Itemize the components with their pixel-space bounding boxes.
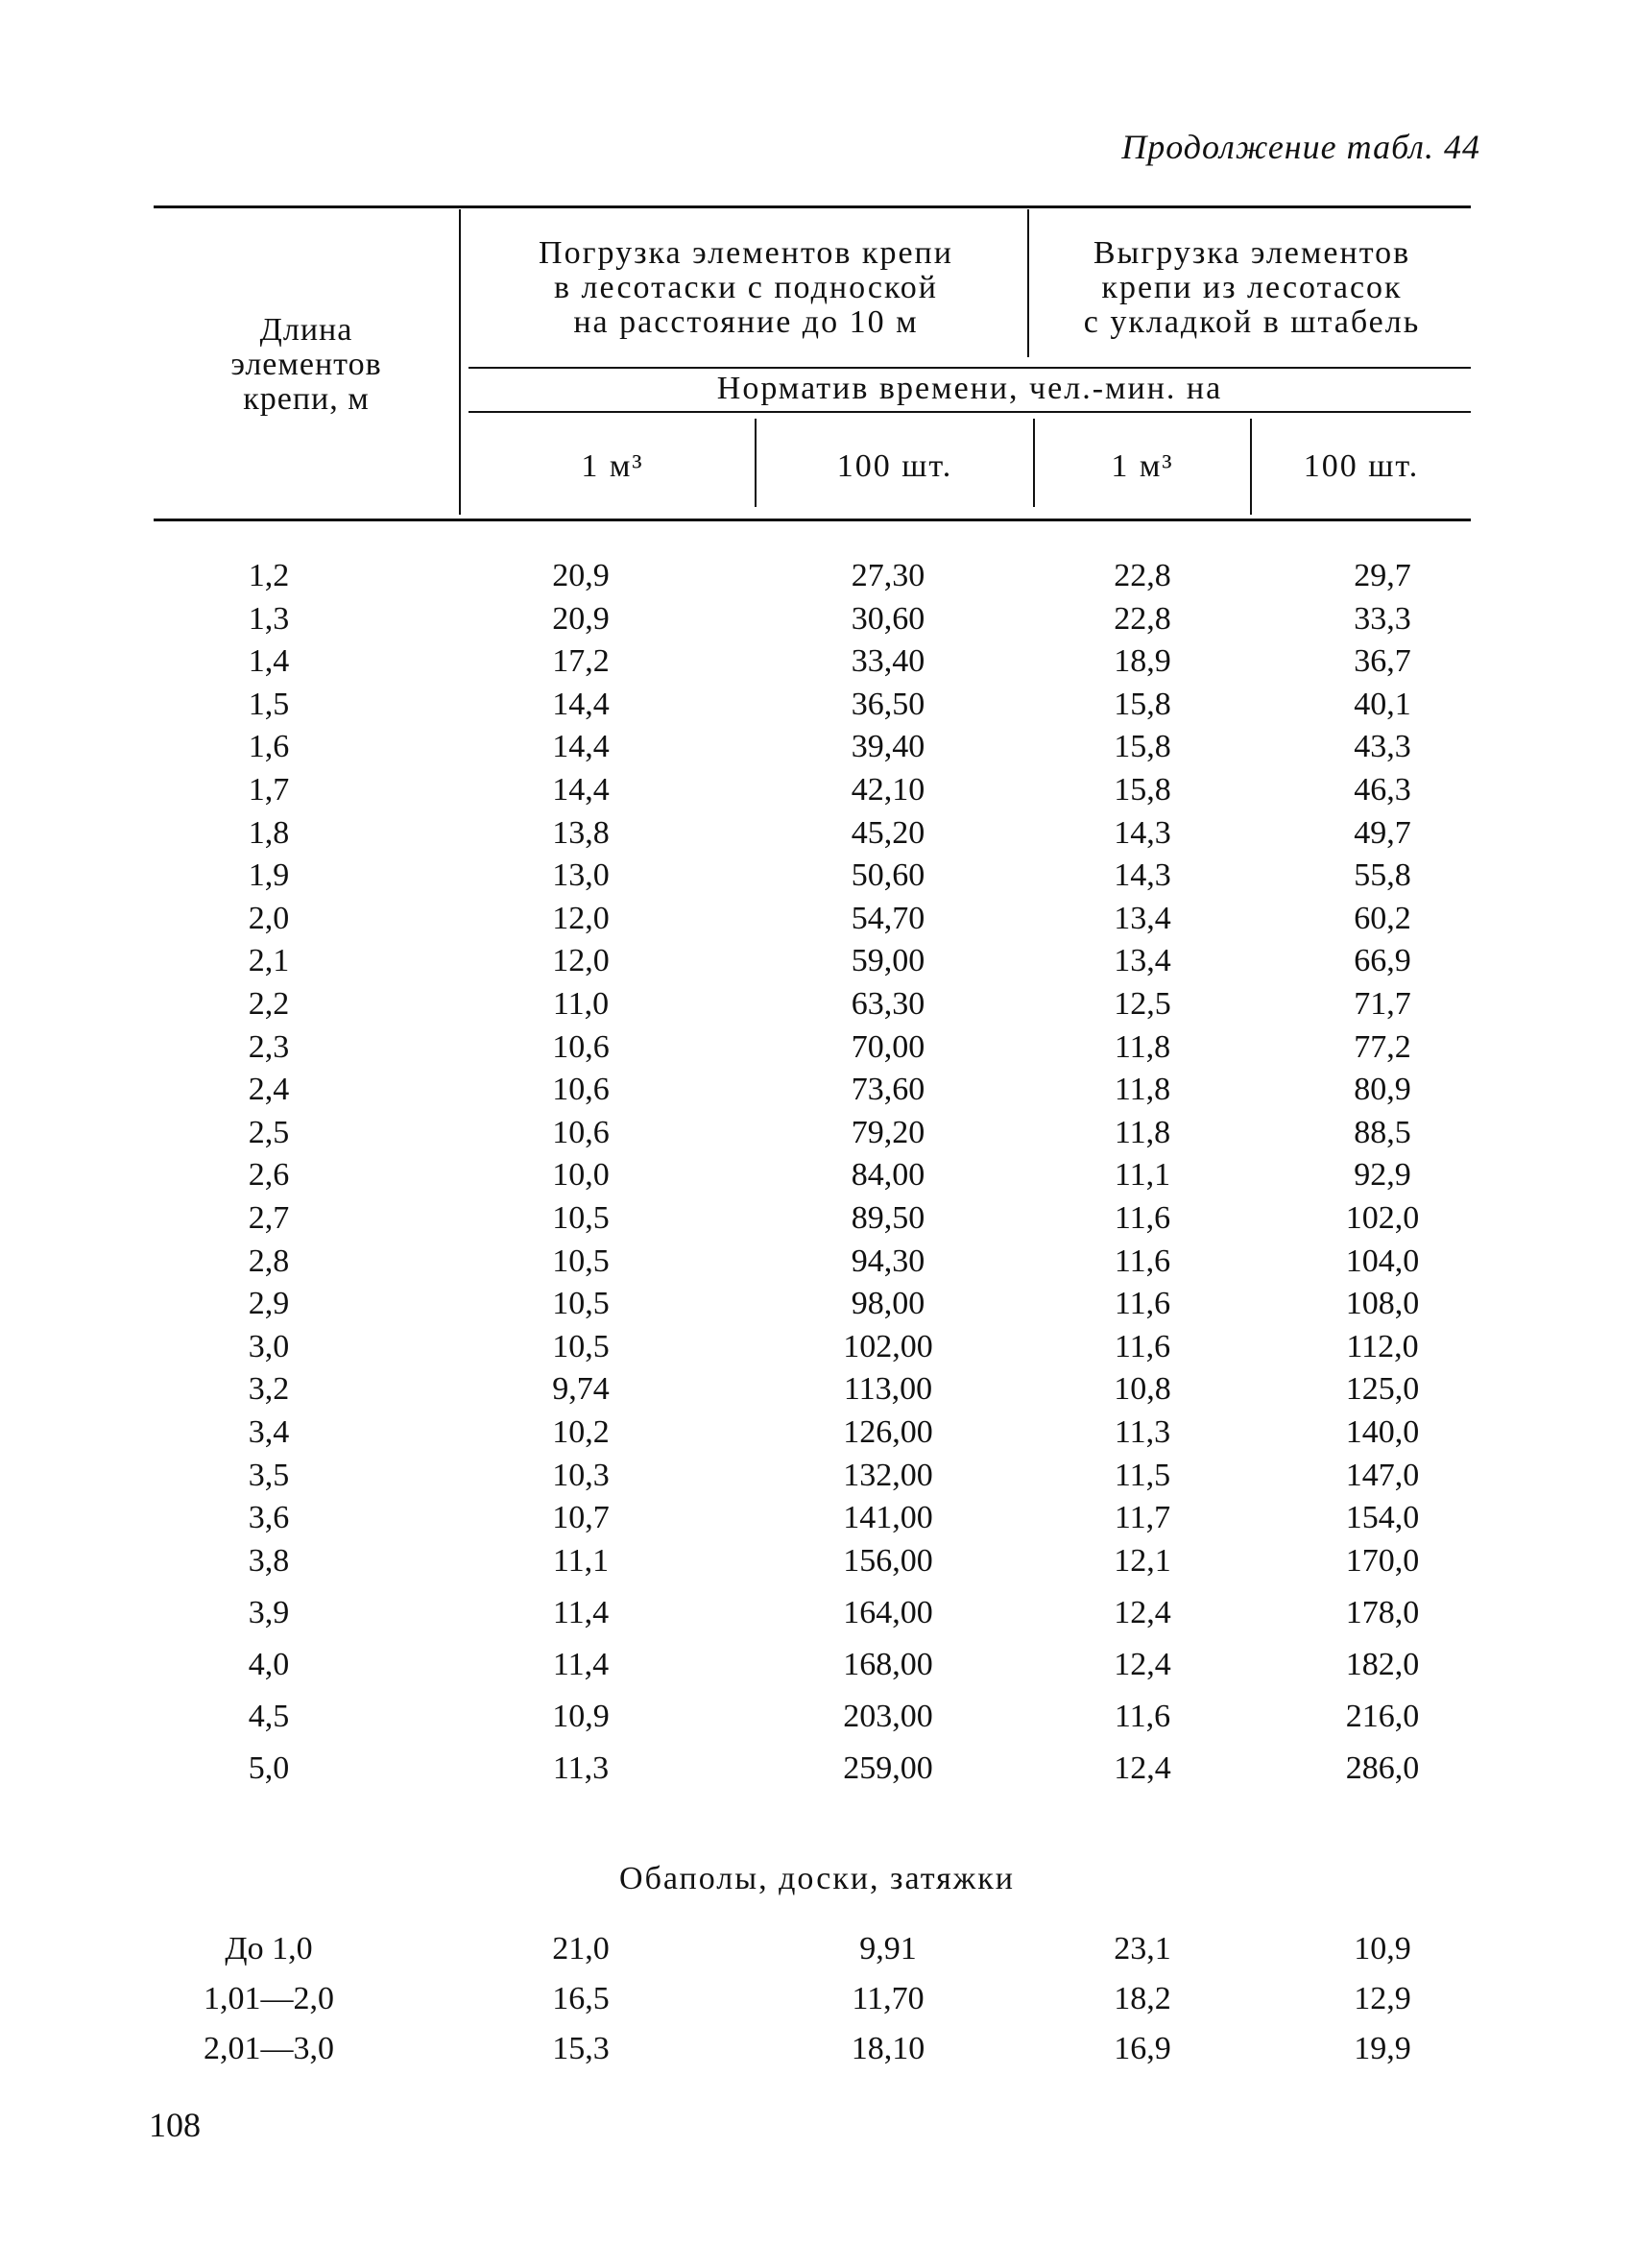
table-row: [0, 940, 1634, 982]
table-cell: 140,0: [1345, 1414, 1420, 1450]
table-cell: 156,00: [843, 1542, 933, 1579]
norm-bottom-rule: [469, 411, 1471, 413]
section-cell: 19,9: [1354, 2031, 1411, 2066]
table-cell: 66,9: [1354, 943, 1411, 979]
table-row: [0, 1540, 1634, 1582]
table-cell: 11,3: [1114, 1414, 1171, 1450]
table-cell: 3,2: [248, 1371, 290, 1408]
table-row: [0, 555, 1634, 597]
header-unit-pcs-unload: 100 шт.: [1303, 448, 1420, 484]
table-cell: 3,5: [248, 1457, 290, 1493]
table-cell: 3,8: [248, 1542, 290, 1579]
table-cell: 132,00: [843, 1457, 933, 1493]
table-cell: 170,0: [1345, 1542, 1420, 1579]
table-cell: 286,0: [1345, 1749, 1420, 1786]
section-cell: 2,01—3,0: [204, 2031, 334, 2066]
header-top-rule: [154, 205, 1471, 208]
header-loading-line-3: на расстояние до 10 м: [573, 304, 919, 340]
table-cell: 126,00: [843, 1414, 933, 1450]
table-cell: 11,6: [1114, 1698, 1171, 1734]
table-row: [0, 1069, 1634, 1111]
norm-top-rule: [469, 367, 1471, 369]
table-row: [0, 1696, 1634, 1738]
table-cell: 10,2: [552, 1414, 610, 1450]
table-cell: 1,5: [248, 686, 290, 722]
table-row: [0, 1368, 1634, 1411]
table-cell: 104,0: [1345, 1243, 1420, 1279]
table-cell: 13,4: [1114, 900, 1171, 936]
section-cell: 23,1: [1114, 1931, 1171, 1966]
table-cell: 13,4: [1114, 943, 1171, 979]
table-cell: 5,0: [248, 1749, 290, 1786]
table-cell: 10,3: [552, 1457, 610, 1493]
table-row: [0, 684, 1634, 726]
table-cell: 1,2: [248, 558, 290, 593]
table-cell: 11,8: [1114, 1072, 1171, 1108]
section-cell: 15,3: [552, 2031, 610, 2066]
table-cell: 54,70: [851, 900, 925, 936]
table-cell: 1,7: [248, 772, 290, 808]
section-cell: До 1,0: [225, 1931, 313, 1966]
table-cell: 11,1: [1114, 1157, 1171, 1194]
table-cell: 10,8: [1114, 1371, 1171, 1408]
table-cell: 55,8: [1354, 857, 1411, 894]
table-cell: 12,4: [1114, 1646, 1171, 1682]
table-cell: 10,6: [552, 1072, 610, 1108]
table-row: [0, 1326, 1634, 1368]
table-cell: 203,00: [843, 1698, 933, 1734]
table-cell: 20,9: [552, 600, 610, 637]
table-cell: 4,5: [248, 1698, 290, 1734]
table-cell: 11,8: [1114, 1114, 1171, 1150]
table-cell: 43,3: [1354, 729, 1411, 765]
table-cell: 182,0: [1345, 1646, 1420, 1682]
header-length-line-2: элементов: [230, 347, 382, 382]
table-cell: 112,0: [1346, 1328, 1419, 1364]
table-row: [0, 1592, 1634, 1634]
table-cell: 11,6: [1114, 1200, 1171, 1236]
table-cell: 11,6: [1114, 1328, 1171, 1364]
table-cell: 141,00: [843, 1500, 933, 1536]
section-cell: 21,0: [552, 1931, 610, 1966]
table-cell: 2,8: [248, 1243, 290, 1279]
table-cell: 10,6: [552, 1114, 610, 1150]
table-cell: 15,8: [1114, 772, 1171, 808]
table-cell: 2,7: [248, 1200, 290, 1236]
table-cell: 2,5: [248, 1114, 290, 1150]
table-cell: 33,3: [1354, 600, 1411, 637]
table-cell: 12,4: [1114, 1594, 1171, 1630]
table-cell: 12,0: [552, 943, 610, 979]
table-row: [0, 1283, 1634, 1325]
table-cell: 84,00: [851, 1157, 925, 1194]
table-cell: 30,60: [851, 600, 925, 637]
header-loading-group: [465, 236, 1027, 340]
table-cell: 14,4: [552, 729, 610, 765]
header-bottom-rule: [154, 519, 1471, 521]
table-cell: 259,00: [843, 1749, 933, 1786]
table-cell: 45,20: [851, 814, 925, 851]
header-length-line-3: крепи, м: [243, 381, 370, 417]
table-cell: 11,6: [1114, 1286, 1171, 1322]
table-cell: 11,0: [552, 986, 610, 1022]
table-cell: 108,0: [1345, 1286, 1420, 1322]
table-row: [0, 1455, 1634, 1497]
header-unit-m3-unload: 1 м³: [1111, 448, 1174, 484]
table-cell: 2,0: [248, 900, 290, 936]
table-cell: 50,60: [851, 857, 925, 894]
table-cell: 94,30: [851, 1243, 925, 1279]
table-cell: 12,0: [552, 900, 610, 936]
table-cell: 33,40: [851, 643, 925, 680]
table-cell: 13,0: [552, 857, 610, 894]
table-cell: 36,7: [1354, 643, 1411, 680]
section-cell: 12,9: [1354, 1981, 1411, 2016]
table-cell: 10,7: [552, 1500, 610, 1536]
header-unloading-line-2: крепи из лесотасок: [1101, 270, 1403, 305]
header-divider-length: [459, 209, 461, 515]
table-cell: 216,0: [1345, 1698, 1420, 1734]
table-cell: 11,4: [552, 1594, 610, 1630]
table-cell: 3,9: [248, 1594, 290, 1630]
table-cell: 10,9: [552, 1698, 610, 1734]
header-loading-line-2: в лесотаски с подноской: [554, 270, 938, 305]
section-title: Обаполы, доски, затяжки: [619, 1861, 1015, 1896]
table-row: [0, 983, 1634, 1025]
table-cell: 98,00: [851, 1286, 925, 1322]
table-cell: 29,7: [1354, 558, 1411, 593]
table-cell: 77,2: [1354, 1028, 1411, 1065]
header-norm-label: Норматив времени, чел.-мин. на: [716, 371, 1223, 406]
section-row: [0, 1928, 1634, 1970]
table-cell: 15,8: [1114, 686, 1171, 722]
header-loading-line-1: Погрузка элементов крепи: [539, 235, 953, 271]
table-row: [0, 1154, 1634, 1196]
table-cell: 10,5: [552, 1286, 610, 1322]
header-length-line-1: Длина: [259, 312, 353, 348]
table-cell: 14,4: [552, 772, 610, 808]
table-cell: 154,0: [1345, 1500, 1420, 1536]
table-cell: 12,1: [1114, 1542, 1171, 1579]
table-cell: 11,7: [1114, 1500, 1171, 1536]
table-cell: 10,6: [552, 1028, 610, 1065]
table-cell: 178,0: [1345, 1594, 1420, 1630]
table-cell: 11,3: [552, 1749, 610, 1786]
table-row: [0, 769, 1634, 811]
table-cell: 46,3: [1354, 772, 1411, 808]
section-cell: 1,01—2,0: [204, 1981, 334, 2016]
table-cell: 71,7: [1354, 986, 1411, 1022]
table-cell: 4,0: [248, 1646, 290, 1682]
table-cell: 168,00: [843, 1646, 933, 1682]
table-cell: 113,00: [843, 1371, 933, 1408]
table-cell: 89,50: [851, 1200, 925, 1236]
table-cell: 92,9: [1354, 1157, 1411, 1194]
table-row: [0, 1644, 1634, 1686]
table-cell: 49,7: [1354, 814, 1411, 851]
table-cell: 60,2: [1354, 900, 1411, 936]
table-row: [0, 1197, 1634, 1240]
table-cell: 14,4: [552, 686, 610, 722]
table-row: [0, 1026, 1634, 1069]
table-cell: 88,5: [1354, 1114, 1411, 1150]
header-divider-groups: [1027, 209, 1029, 357]
table-cell: 1,3: [248, 600, 290, 637]
table-cell: 12,4: [1114, 1749, 1171, 1786]
table-cell: 164,00: [843, 1594, 933, 1630]
table-cell: 39,40: [851, 729, 925, 765]
page-number: 108: [149, 2106, 201, 2144]
table-row: [0, 1497, 1634, 1539]
table-cell: 2,6: [248, 1157, 290, 1194]
section-cell: 18,10: [851, 2031, 925, 2066]
table-cell: 10,5: [552, 1243, 610, 1279]
table-cell: 1,8: [248, 814, 290, 851]
table-cell: 2,2: [248, 986, 290, 1022]
table-cell: 63,30: [851, 986, 925, 1022]
table-row: [0, 1748, 1634, 1790]
table-cell: 1,6: [248, 729, 290, 765]
table-cell: 1,9: [248, 857, 290, 894]
table-cell: 22,8: [1114, 558, 1171, 593]
section-cell: 11,70: [852, 1981, 925, 2016]
table-row: [0, 898, 1634, 940]
table-cell: 15,8: [1114, 729, 1171, 765]
table-cell: 36,50: [851, 686, 925, 722]
table-row: [0, 812, 1634, 855]
table-cell: 14,3: [1114, 814, 1171, 851]
table-cell: 70,00: [851, 1028, 925, 1065]
table-row: [0, 598, 1634, 640]
table-cell: 3,6: [248, 1500, 290, 1536]
header-unloading-line-1: Выгрузка элементов: [1093, 235, 1411, 271]
table-cell: 42,10: [851, 772, 925, 808]
header-unit-m3-load: 1 м³: [581, 448, 644, 484]
table-caption: Продолжение табл. 44: [1121, 128, 1480, 166]
table-cell: 17,2: [552, 643, 610, 680]
table-cell: 11,1: [552, 1542, 610, 1579]
header-unit-pcs-load: 100 шт.: [836, 448, 953, 484]
table-cell: 11,5: [1114, 1457, 1171, 1493]
section-cell: 10,9: [1354, 1931, 1411, 1966]
table-cell: 14,3: [1114, 857, 1171, 894]
table-cell: 13,8: [552, 814, 610, 851]
table-cell: 22,8: [1114, 600, 1171, 637]
header-unloading-line-3: с укладкой в штабель: [1083, 304, 1421, 340]
section-row: [0, 2028, 1634, 2070]
table-cell: 2,4: [248, 1072, 290, 1108]
section-cell: 16,5: [552, 1981, 610, 2016]
section-cell: 9,91: [859, 1931, 917, 1966]
table-cell: 3,0: [248, 1328, 290, 1364]
table-cell: 3,4: [248, 1414, 290, 1450]
header-unloading-group: [1031, 236, 1473, 340]
table-cell: 18,9: [1114, 643, 1171, 680]
table-row: [0, 1411, 1634, 1454]
table-cell: 79,20: [851, 1114, 925, 1150]
table-cell: 12,5: [1114, 986, 1171, 1022]
table-cell: 9,74: [552, 1371, 610, 1408]
table-cell: 11,8: [1114, 1028, 1171, 1065]
table-cell: 59,00: [851, 943, 925, 979]
table-cell: 1,4: [248, 643, 290, 680]
table-cell: 10,0: [552, 1157, 610, 1194]
table-cell: 102,00: [843, 1328, 933, 1364]
table-cell: 11,4: [552, 1646, 610, 1682]
table-cell: 80,9: [1354, 1072, 1411, 1108]
table-cell: 10,5: [552, 1200, 610, 1236]
table-cell: 27,30: [851, 558, 925, 593]
table-cell: 2,3: [248, 1028, 290, 1065]
table-row: [0, 726, 1634, 768]
table-row: [0, 1241, 1634, 1283]
table-cell: 147,0: [1345, 1457, 1420, 1493]
table-cell: 20,9: [552, 558, 610, 593]
table-row: [0, 1112, 1634, 1154]
header-length: [154, 313, 459, 417]
section-cell: 18,2: [1114, 1981, 1171, 2016]
table-row: [0, 855, 1634, 897]
table-cell: 73,60: [851, 1072, 925, 1108]
table-cell: 11,6: [1114, 1243, 1171, 1279]
table-row: [0, 640, 1634, 683]
table-cell: 2,1: [248, 943, 290, 979]
table-cell: 102,0: [1345, 1200, 1420, 1236]
table-cell: 40,1: [1354, 686, 1411, 722]
section-cell: 16,9: [1114, 2031, 1171, 2066]
section-row: [0, 1978, 1634, 2020]
table-cell: 125,0: [1345, 1371, 1420, 1408]
table-cell: 10,5: [552, 1328, 610, 1364]
table-cell: 2,9: [248, 1286, 290, 1322]
